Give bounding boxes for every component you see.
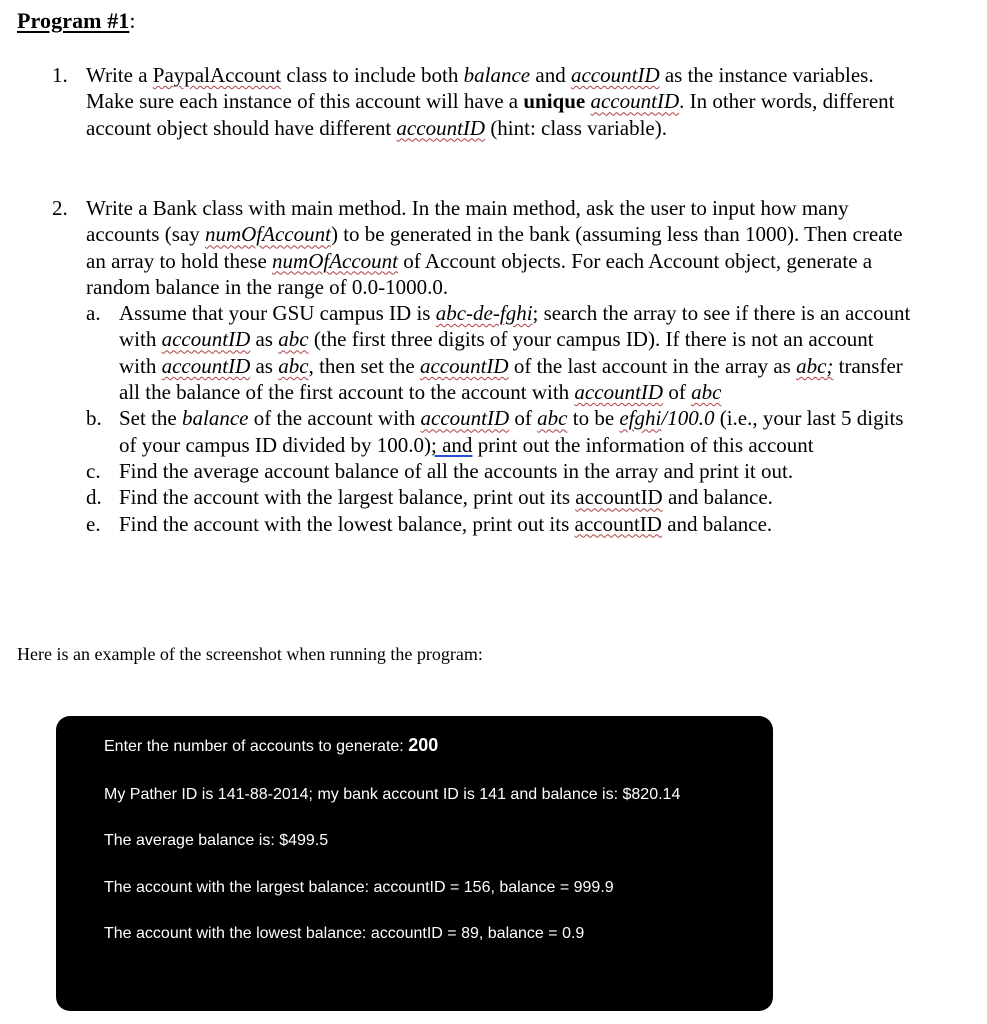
subitem-d: d. Find the account with the largest balance, print out its accountID and balance.	[86, 485, 773, 510]
subitem-b: b. Set the balance of the account with accountID of abc to be efghi/100.0 (i.e., your last 5 digits of your campus ID divided by 100.0); and print out the information of this account	[86, 406, 904, 457]
item-number: 2.	[52, 196, 68, 220]
terminal-line-average: The average balance is: $499.5	[104, 832, 329, 849]
item-number: 1.	[52, 63, 68, 87]
instruction-item-1	[52, 62, 912, 141]
subitem-a: a. Assume that your GSU campus ID is abc-de-fghi; search the array to see if there is an account with accountID as abc (the first three digits of your campus ID). If there is not an account with accountID as abc, then set the accountID of the last account in the array as abc; transfer all the balance of the first account to the account with accountID of abc	[86, 301, 911, 405]
terminal-line-lowest: The account with the lowest balance: accountID = 89, balance = 0.9	[104, 925, 585, 942]
terminal-screenshot	[56, 716, 773, 1011]
example-caption: Here is an example of the screenshot when running the program:	[17, 644, 483, 664]
subitem-c: c. Find the average account balance of all the accounts in the array and print it out.	[86, 458, 794, 483]
instruction-item-2	[52, 195, 912, 537]
terminal-line-largest: The account with the largest balance: accountID = 156, balance = 999.9	[104, 879, 614, 896]
item-2-text: Write a Bank class with main method. In the main method, ask the user to input how many accounts (say numOfAccount) to be generated in the bank (assuming less than 1000). Then create an array to hold these numOfAccount of Account objects. For each Account object, generate a random balance in the range of 0.0-1000.0.	[86, 196, 903, 299]
page-title: Program #1:	[17, 8, 136, 33]
terminal-input-value: 200	[408, 735, 439, 755]
item-1-text: Write a PaypalAccount class to include both balance and accountID as the instance variables. Make sure each instance of this account will have a unique accountID. In other words, different account object should have different accountID (hint: class variable).	[86, 63, 895, 140]
terminal-line-id: My Pather ID is 141-88-2014; my bank account ID is 141 and balance is: $820.14	[104, 786, 681, 803]
term-paypal-account: PaypalAccount	[152, 63, 282, 87]
terminal-prompt-line: Enter the number of accounts to generate: 200	[104, 735, 439, 755]
subitem-e: e. Find the account with the lowest balance, print out its accountID and balance.	[86, 511, 773, 536]
